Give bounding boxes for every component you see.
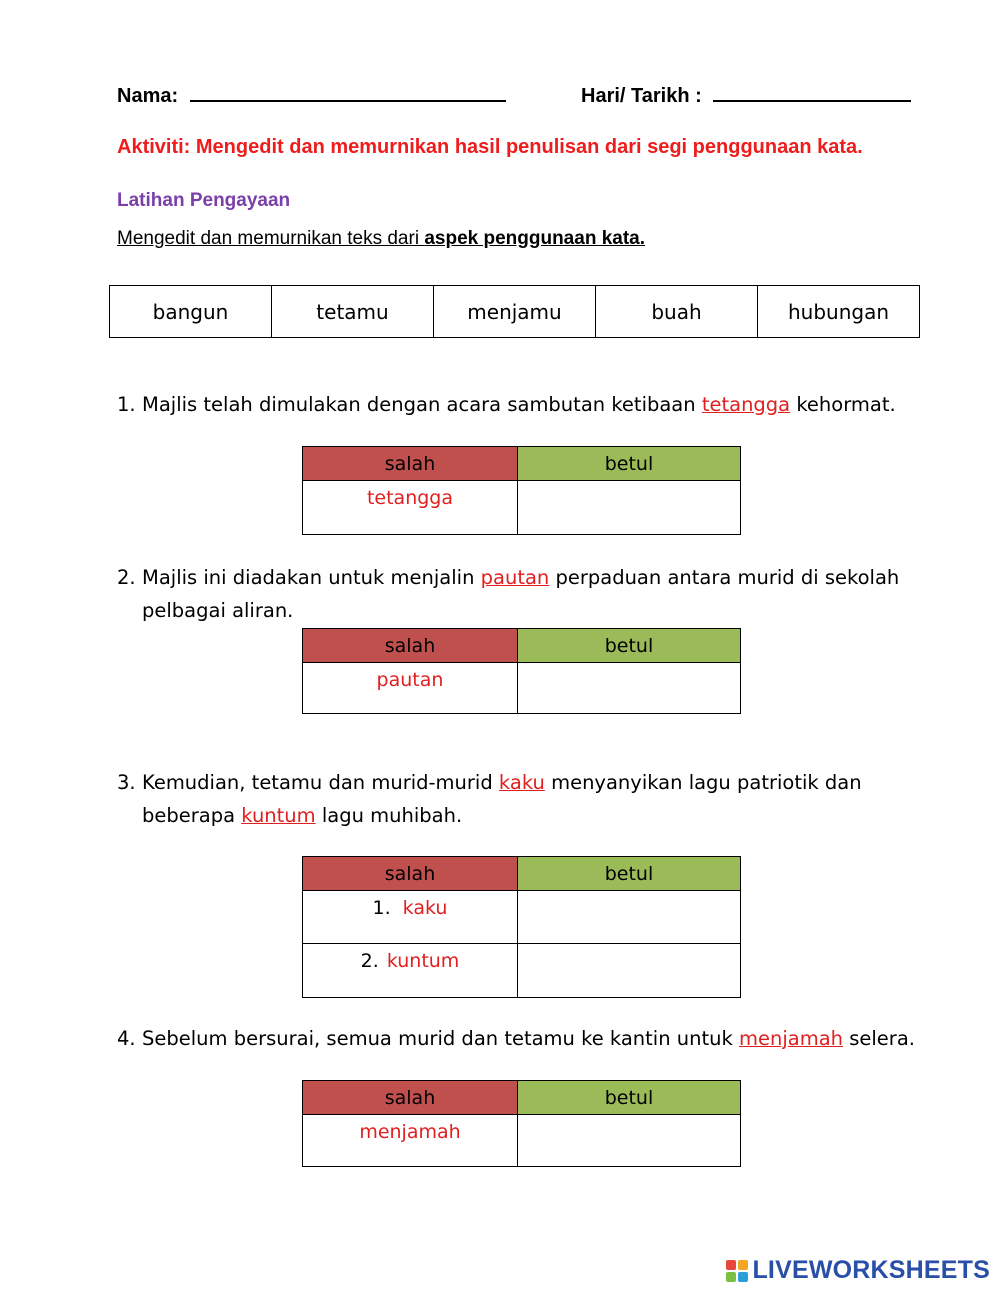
instruction [117, 228, 645, 250]
answer-table-1 [302, 446, 741, 535]
question-2 [117, 561, 899, 627]
logo-square [726, 1260, 736, 1270]
question-3 [117, 766, 862, 832]
wrong-word-cell: menjamah [303, 1115, 518, 1167]
question-text: kehormat. [790, 393, 896, 416]
betul-header: betul [518, 447, 741, 481]
date-blank[interactable] [713, 82, 911, 102]
question-text: Majlis telah dimulakan dengan acara sambutan ketibaan [142, 393, 702, 416]
question-text: Kemudian, tetamu dan murid-murid [142, 771, 499, 794]
exercise-subtitle: Latihan Pengayaan [117, 190, 291, 211]
betul-header: betul [518, 1081, 741, 1115]
question-text: beberapa [142, 804, 242, 827]
question-number: 3. [117, 771, 136, 794]
question-text: perpaduan antara murid di sekolah [549, 566, 900, 589]
salah-header: salah [303, 447, 518, 481]
word-bank-item: buah [596, 286, 758, 338]
answer-table-2 [302, 628, 741, 714]
wrong-word-cell [303, 891, 518, 944]
wrong-word: kuntum [386, 950, 460, 972]
word-bank-item: menjamu [434, 286, 596, 338]
liveworksheets-logo [726, 1256, 990, 1285]
answer-input-cell[interactable] [518, 663, 741, 714]
error-word: kuntum [241, 804, 316, 827]
word-bank-table [109, 285, 920, 338]
wrong-word-cell: tetangga [303, 481, 518, 535]
wrong-word: kaku [402, 897, 448, 919]
answer-table-3 [302, 856, 741, 998]
item-number: 1. [372, 897, 391, 919]
question-text: Sebelum bersurai, semua murid dan tetamu ke kantin untuk [142, 1027, 739, 1050]
answer-table-4 [302, 1080, 741, 1167]
logo-mark-icon [726, 1260, 748, 1282]
question-text: pelbagai aliran. [142, 599, 294, 622]
logo-square [738, 1272, 748, 1282]
wrong-word-cell [303, 944, 518, 998]
betul-header: betul [518, 629, 741, 663]
salah-header: salah [303, 1081, 518, 1115]
activity-title: Aktiviti: Mengedit dan memurnikan hasil penulisan dari segi penggunaan kata. [117, 136, 863, 158]
logo-text: LIVEWORKSHEETS [752, 1256, 990, 1284]
question-text: selera. [843, 1027, 915, 1050]
question-text: menyanyikan lagu patriotik dan [544, 771, 862, 794]
item-number: 2. [360, 950, 379, 972]
error-word: kaku [498, 771, 545, 794]
word-bank-item: hubungan [758, 286, 920, 338]
date-label: Hari/ Tarikh : [581, 85, 702, 107]
error-word: menjamah [739, 1027, 844, 1050]
error-word: tetangga [701, 393, 791, 416]
question-1 [117, 388, 896, 421]
wrong-word-cell: pautan [303, 663, 518, 714]
name-blank[interactable] [190, 82, 506, 102]
question-number: 1. [117, 393, 136, 416]
answer-input-cell[interactable] [518, 944, 741, 998]
word-bank-item: bangun [110, 286, 272, 338]
word-bank-row [110, 286, 920, 338]
salah-header: salah [303, 629, 518, 663]
instruction-text: Mengedit dan memurnikan teks dari [117, 228, 425, 249]
betul-header: betul [518, 857, 741, 891]
question-4 [117, 1022, 915, 1055]
error-word: pautan [480, 566, 550, 589]
name-label: Nama: [117, 85, 179, 107]
answer-input-cell[interactable] [518, 1115, 741, 1167]
logo-square [726, 1272, 736, 1282]
name-line [117, 82, 506, 108]
question-number: 2. [117, 566, 136, 589]
word-bank-item: tetamu [272, 286, 434, 338]
logo-square [738, 1260, 748, 1270]
answer-input-cell[interactable] [518, 891, 741, 944]
question-text: lagu muhibah. [315, 804, 463, 827]
question-text: Majlis ini diadakan untuk menjalin [142, 566, 481, 589]
question-number: 4. [117, 1027, 136, 1050]
date-line [581, 82, 911, 108]
instruction-bold: aspek penggunaan kata. [424, 228, 646, 249]
salah-header: salah [303, 857, 518, 891]
answer-input-cell[interactable] [518, 481, 741, 535]
